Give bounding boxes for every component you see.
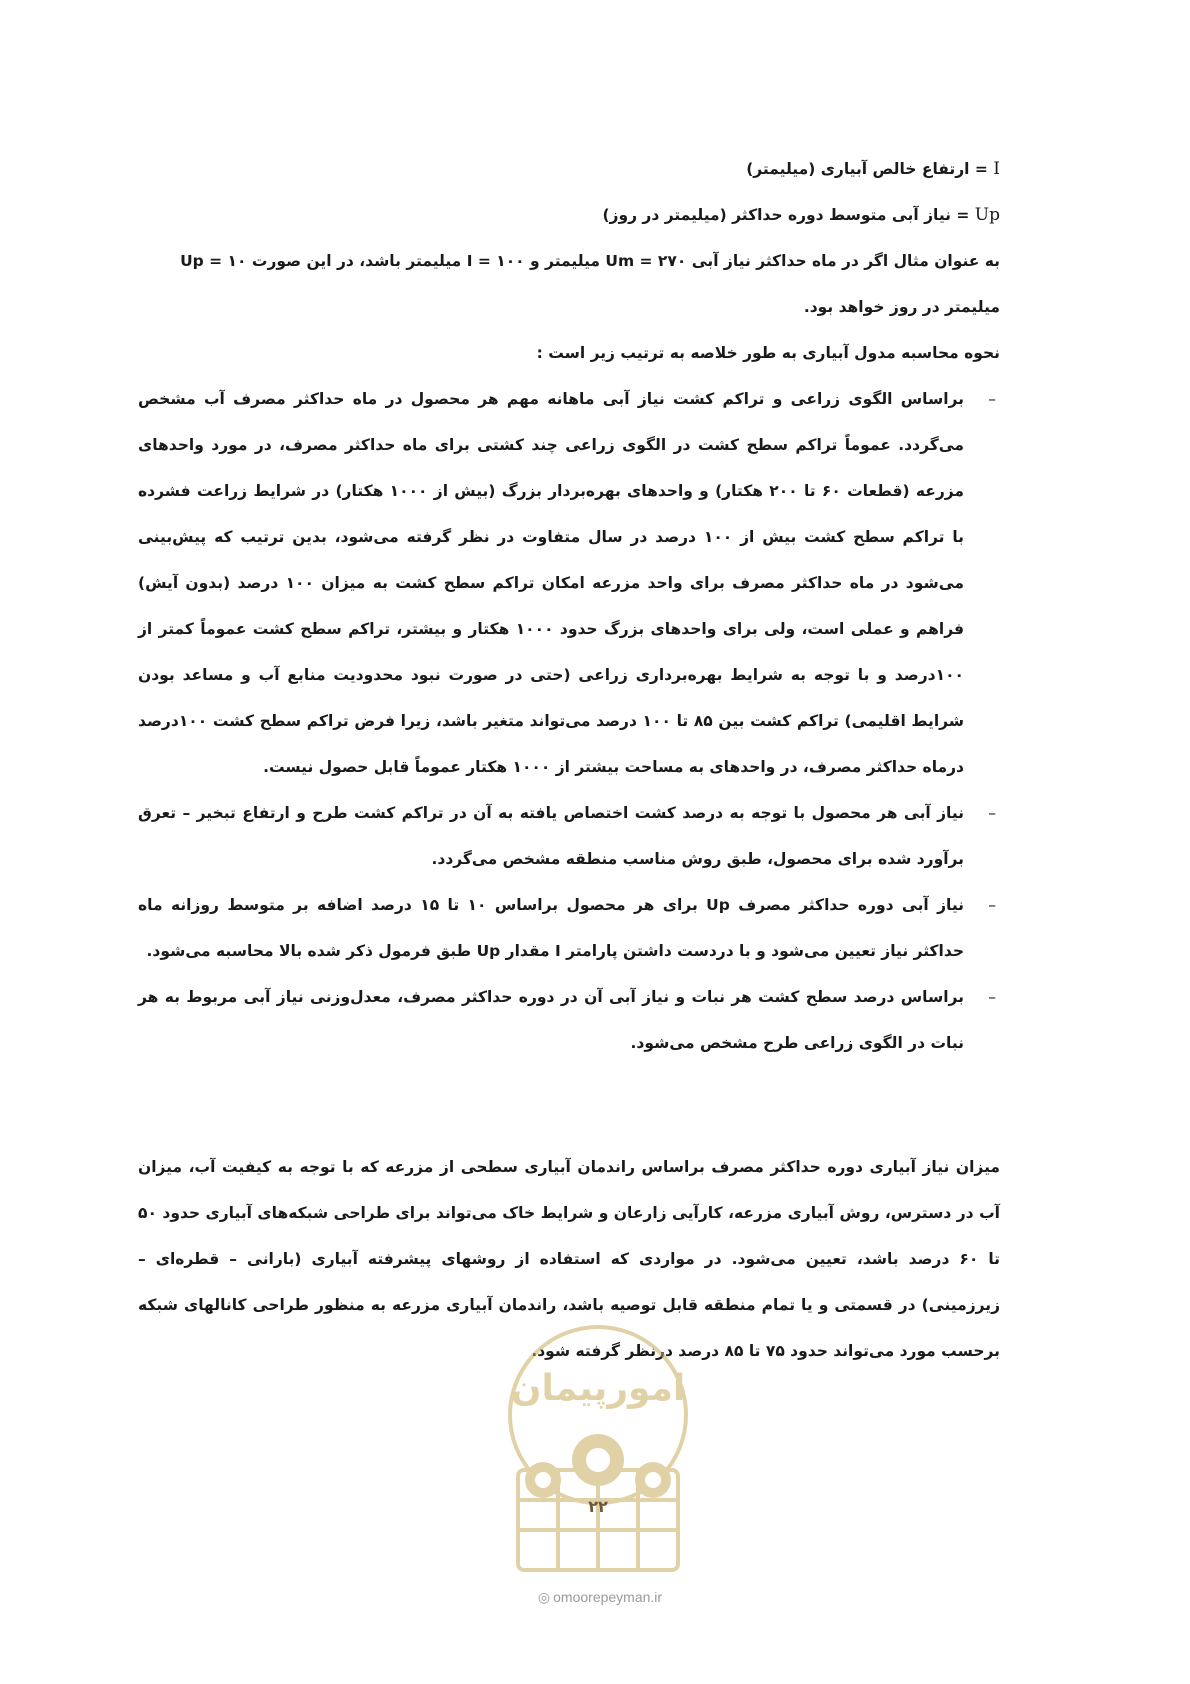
definition-net-irrigation-depth <box>138 146 1000 192</box>
symbol-i: I <box>993 159 1000 179</box>
intro-section <box>138 146 1000 1066</box>
bullet-dash: – <box>988 896 996 914</box>
list-item <box>138 882 1000 974</box>
globe-icon: ◎ <box>537 1589 551 1605</box>
symbol-up: Up <box>974 205 1000 225</box>
site-url-text: omoorepeyman.ir <box>553 1589 663 1605</box>
list-item-text: براساس درصد سطح کشت هر نبات و نیاز آبی آن در دوره حداکثر مصرف، معدل‌وزنی نیاز آبی مربوط به هر نبات در الگوی زراعی طرح مشخص می‌شود. <box>138 988 964 1052</box>
bullet-dash: – <box>988 804 996 822</box>
definition-text: = ارتفاع خالص آبیاری (میلیمتر) <box>746 160 988 178</box>
closing-paragraph: میزان نیاز آبیاری دوره حداکثر مصرف براساس راندمان آبیاری سطحی از مزرعه که با توجه به کیفیت آب، میزان آب در دسترس، روش آبیاری مزرعه، کارآیی زارعان و شرایط خاک می‌تواند برای طراحی شبکه‌های آبیاری حدود ۵۰ تا ۶۰ درصد باشد، تعیین می‌شود. در مواردی که استفاده از روشهای پیشرفته آبیاری (بارانی – قطره‌ای – زیرزمینی) در قسمتی و یا تمام منطقه قابل توصیه باشد، راندمان آبیاری مزرعه به منظور طراحی کانالهای شبکه برحسب مورد می‌تواند حدود ۷۵ تا ۸۵ درصد درنظر گرفته شود. <box>138 1158 1000 1360</box>
site-url <box>520 1589 680 1606</box>
bullet-dash: – <box>988 390 996 408</box>
list-item <box>138 376 1000 790</box>
example-line-1: به عنوان مثال اگر در ماه حداکثر نیاز آبی Um = ۲۷۰ میلیمتر و I = ۱۰۰ میلیمتر باشد، در این صورت Up = ۱۰ <box>180 252 1000 270</box>
list-item-text: نیاز آبی دوره حداکثر مصرف Up برای هر محصول براساس ۱۰ تا ۱۵ درصد اضافه بر متوسط روزانه ماه حداکثر نیاز تعیین می‌شود و با دردست داشتن پارامتر I مقدار Up طبق فرمول ذکر شده بالا محاسبه می‌شود. <box>138 896 964 960</box>
watermark-text: امورپیمان <box>510 1368 686 1409</box>
bullet-dash: – <box>988 988 996 1006</box>
list-item <box>138 974 1000 1066</box>
definition-peak-water-need <box>138 192 1000 238</box>
list-item <box>138 790 1000 882</box>
procedure-list <box>138 376 1000 1066</box>
example-paragraph <box>138 238 1000 330</box>
list-item-text: براساس الگوی زراعی و تراکم کشت نیاز آبی ماهانه مهم هر محصول در ماه حداکثر مصرف آب مشخص می‌گردد. عموماً تراکم سطح کشت در الگوی زراعی چند کشتی برای ماه حداکثر مصرف، در مورد واحدهای مزرعه (قطعات ۶۰ تا ۲۰۰ هکتار) و واحدهای بهره‌بردار بزرگ (بیش از ۱۰۰۰ هکتار) در شرایط زراعت فشرده با تراکم سطح کشت بیش از ۱۰۰ درصد در سال متفاوت در نظر گرفته می‌شود، بدین ترتیب که پیش‌بینی می‌شود در ماه حداکثر مصرف برای واحد مزرعه امکان تراکم سطح کشت به میزان ۱۰۰ درصد (بدون آیش) فراهم و عملی است، ولی برای واحدهای بزرگ حدود ۱۰۰۰ هکتار و بیشتر، تراکم سطح کشت عموماً کمتر از ۱۰۰درصد و با توجه به شرایط بهره‌برداری زراعی (حتی در صورت نبود محدودیت منابع آب و مساعد بودن شرایط اقلیمی) تراکم کشت بین ۸۵ تا ۱۰۰ درصد می‌تواند متغیر باشد، زیرا فرض تراکم سطح کشت ۱۰۰درصد درماه حداکثر مصرف، در واحدهای به مساحت بیشتر از ۱۰۰۰ هکتار عموماً قابل حصول نیست. <box>138 390 965 776</box>
list-item-text: نیاز آبی هر محصول با توجه به درصد کشت اختصاص یافته به آن در تراکم کشت طرح و ارتفاع تبخیر – تعرق برآورد شده برای محصول، طبق روش مناسب منطقه مشخص می‌گردد. <box>138 804 964 868</box>
procedure-intro: نحوه محاسبه مدول آبیاری به طور خلاصه به ترتیب زیر است : <box>536 344 1000 362</box>
watermark-logo <box>493 1320 703 1590</box>
page-number: ۲۲ <box>588 1497 608 1516</box>
example-line-2: میلیمتر در روز خواهد بود. <box>803 298 1000 316</box>
definition-text: = نیاز آبی متوسط دوره حداکثر (میلیمتر در روز) <box>602 206 970 224</box>
